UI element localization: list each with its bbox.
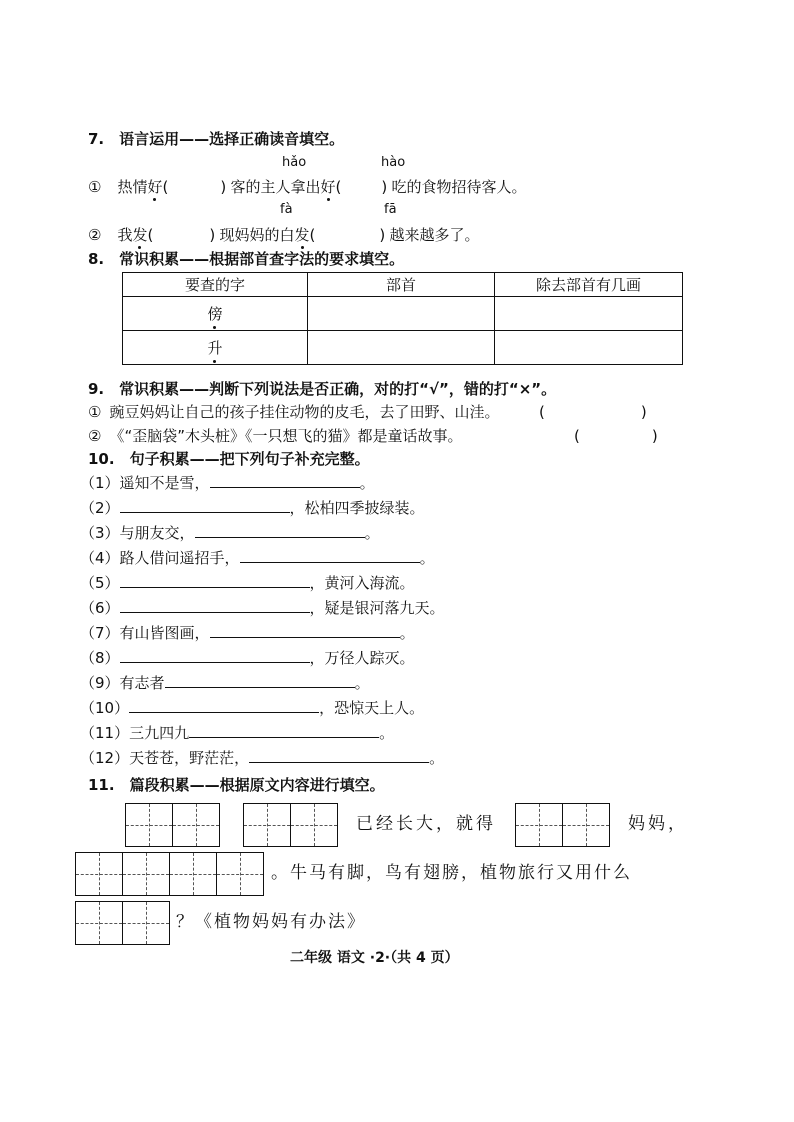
judge-paren-1[interactable]: ( ) — [539, 403, 647, 421]
q10-item-4: （4）路人借问遥招手， 。 — [80, 549, 435, 567]
marker: ② — [88, 427, 102, 445]
answer-line[interactable] — [210, 623, 400, 638]
q10-item-6: （6） ，疑是银河落九天。 — [80, 599, 445, 617]
header-radical: 部首 — [308, 273, 495, 297]
q10-item-1: （1）遥知不是雪， 。 — [80, 474, 375, 492]
answer-paren-2[interactable]: ( ) — [335, 178, 388, 196]
marker: ② — [88, 226, 102, 244]
q10-item-3: （3）与朋友交， 。 — [80, 524, 380, 542]
answer-line[interactable] — [120, 598, 310, 613]
page-footer: 二年级 语文 ·2·（共 4 页） — [290, 950, 459, 966]
q10-item-10: （10） ，恐惊天上人。 — [80, 699, 425, 717]
answer-line[interactable] — [240, 548, 420, 563]
pinyin-fa4: fà — [280, 202, 293, 217]
tian-grid-2[interactable] — [243, 803, 338, 847]
q7-title: 7. 语言运用——选择正确读音填空。 — [88, 130, 345, 148]
answer-cell[interactable] — [495, 297, 683, 331]
q11-text-4: ？《植物妈妈有办法》 — [176, 912, 366, 932]
q10-item-2: （2） ，松柏四季披绿装。 — [80, 499, 425, 517]
char-sheng: 升 — [207, 339, 223, 357]
q10-item-8: （8） ，万径人踪灭。 — [80, 649, 415, 667]
q9-title: 9. 常识积累——判断下列说法是否正确，对的打“√”，错的打“×”。 — [88, 380, 557, 398]
answer-cell[interactable] — [495, 331, 683, 365]
marker: ① — [88, 403, 102, 421]
tian-grid-3[interactable] — [515, 803, 610, 847]
q10-item-7: （7）有山皆图画， 。 — [80, 624, 415, 642]
q10-title: 10. 句子积累——把下列句子补充完整。 — [88, 450, 370, 468]
dotted-char: 发 — [294, 226, 310, 244]
text: 热情 — [117, 178, 148, 196]
statement: 豌豆妈妈让自己的孩子挂住动物的皮毛，去了田野、山洼。 — [109, 403, 500, 421]
tian-grid-1[interactable] — [125, 803, 220, 847]
q10-item-11: （11）三九四九 。 — [80, 724, 395, 742]
q7-line-1 — [88, 178, 527, 196]
q9-item-1 — [88, 403, 499, 421]
answer-line[interactable] — [120, 648, 310, 663]
answer-line[interactable] — [189, 723, 379, 738]
q10-item-9: （9）有志者 。 — [80, 674, 370, 692]
answer-line[interactable] — [120, 498, 290, 513]
text: 吃的食物招待客人。 — [391, 178, 527, 196]
statement: 《“歪脑袋”木头桩》《一只想飞的猫》都是童话故事。 — [109, 427, 463, 445]
q11-title: 11. 篇段积累——根据原文内容进行填空。 — [88, 776, 385, 794]
tian-grid-4[interactable] — [75, 852, 264, 896]
header-strokes: 除去部首有几画 — [495, 273, 683, 297]
q11-text-2: 妈妈， — [628, 814, 688, 834]
tian-grid-5[interactable] — [75, 901, 170, 945]
q9-item-2 — [88, 427, 463, 445]
answer-paren-3[interactable]: ( ) — [147, 226, 216, 244]
answer-line[interactable] — [120, 573, 310, 588]
radical-table — [122, 272, 683, 365]
q11-text-3: 。牛马有脚，鸟有翅膀，植物旅行又用什么 — [271, 863, 632, 883]
dotted-char: 好 — [147, 178, 163, 196]
answer-cell[interactable] — [308, 331, 495, 365]
q11-text-1: 已经长大，就得 — [356, 814, 496, 834]
pinyin-hao4: hào — [381, 155, 406, 170]
judge-paren-2[interactable]: ( ) — [574, 427, 658, 445]
marker: ① — [88, 178, 102, 196]
char-bang: 傍 — [207, 305, 223, 323]
text: 现妈妈的白 — [219, 226, 295, 244]
text: 我 — [117, 226, 133, 244]
pinyin-fa1: fā — [384, 202, 397, 217]
answer-line[interactable] — [195, 523, 365, 538]
answer-paren-4[interactable]: ( ) — [309, 226, 386, 244]
dotted-char: 好 — [320, 178, 336, 196]
answer-line[interactable] — [129, 698, 319, 713]
dotted-char: 发 — [132, 226, 148, 244]
q7-line-2 — [88, 226, 480, 244]
q10-item-12: （12）天苍苍，野茫茫， 。 — [80, 749, 445, 767]
q8-title: 8. 常识积累——根据部首查字法的要求填空。 — [88, 250, 405, 268]
pinyin-hao3: hǎo — [282, 155, 307, 170]
text: 越来越多了。 — [389, 226, 480, 244]
answer-cell[interactable] — [308, 297, 495, 331]
answer-line[interactable] — [249, 748, 429, 763]
header-char: 要查的字 — [123, 273, 308, 297]
q10-item-5: （5） ，黄河入海流。 — [80, 574, 415, 592]
answer-line[interactable] — [210, 473, 360, 488]
text: 客的主人拿出 — [230, 178, 321, 196]
answer-paren-1[interactable]: ( ) — [162, 178, 227, 196]
answer-line[interactable] — [165, 673, 355, 688]
